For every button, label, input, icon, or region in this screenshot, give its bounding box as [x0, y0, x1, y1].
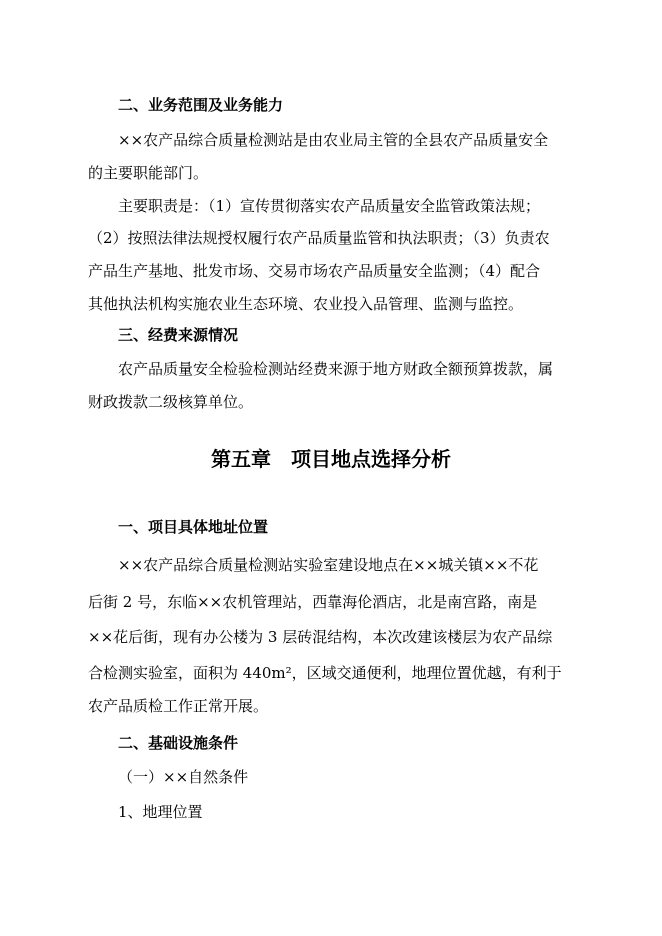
paragraph-line: 合检测实验室，面积为 440m²，区域交通便利，地理位置优越，有利于 [88, 664, 562, 682]
paragraph-line: ××农产品综合质量检测站是由农业局主管的全县农产品质量安全 [118, 131, 549, 149]
paragraph-line: 农产品质检工作正常开展。 [88, 697, 269, 715]
section-heading-address: 一、项目具体地址位置 [118, 518, 269, 536]
paragraph-line: 后街 2 号，东临××农机管理站，西靠海伦酒店，北是南宫路，南是 [88, 593, 538, 611]
paragraph-line: 主要职责是：（1）宣传贯彻落实农产品质量安全监管政策法规； [118, 197, 541, 215]
section-heading-infrastructure: 二、基础设施条件 [118, 734, 239, 752]
item-heading: 1、地理位置 [118, 803, 203, 821]
paragraph-line: 农产品质量安全检验检测站经费来源于地方财政全额预算拨款，属 [118, 360, 554, 378]
section-heading-funding: 三、经费来源情况 [118, 326, 239, 344]
paragraph-line: 的主要职能部门。 [88, 164, 209, 182]
subsection-heading: （一）××自然条件 [118, 768, 249, 786]
chapter-title: 第五章 项目地点选择分析 [211, 447, 451, 471]
paragraph-line: ××花后街，现有办公楼为 3 层砖混结构，本次改建该楼层为农产品综 [88, 628, 553, 646]
paragraph-line: 财政拨款二级核算单位。 [88, 393, 254, 411]
paragraph-line: （2）按照法律法规授权履行农产品质量监管和执法职责；（3）负责农 [88, 229, 550, 247]
section-heading-business-scope: 二、业务范围及业务能力 [118, 96, 284, 114]
paragraph-line: 其他执法机构实施农业生态环境、农业投入品管理、监测与监控。 [88, 295, 524, 313]
paragraph-line: ××农产品综合质量检测站实验室建设地点在××城关镇××不花 [118, 556, 539, 574]
paragraph-line: 产品生产基地、批发市场、交易市场农产品质量安全监测；（4）配合 [88, 262, 541, 280]
